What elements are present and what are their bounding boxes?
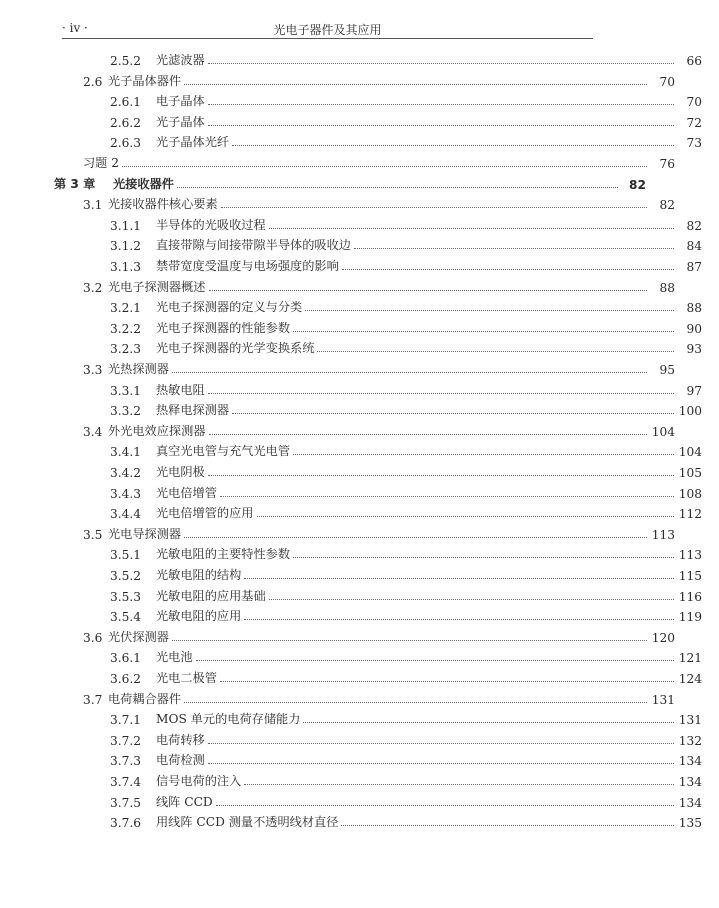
toc-entry-number: 第 3 章 bbox=[54, 176, 96, 191]
toc-entry-title: 电荷耦合器件 bbox=[108, 691, 182, 706]
running-header bbox=[62, 18, 593, 39]
dot-leader bbox=[172, 372, 647, 373]
toc-entry-sub[interactable] bbox=[0, 501, 719, 521]
toc-entry-title: 光滤波器 bbox=[156, 53, 205, 67]
dot-leader bbox=[184, 537, 647, 538]
toc-entry-page: 82 bbox=[686, 218, 702, 233]
dot-leader bbox=[220, 681, 674, 682]
toc-entry-title: 真空光电管与充气光电管 bbox=[156, 444, 291, 459]
toc-entry-title: 光热探测器 bbox=[108, 362, 169, 376]
dot-leader bbox=[216, 805, 674, 806]
toc-entry-title: 线阵 CCD bbox=[156, 794, 213, 809]
toc-entry-number: 3.5 bbox=[83, 527, 103, 542]
toc-entry-sub[interactable] bbox=[0, 810, 719, 830]
toc-entry-number: 2.6.3 bbox=[110, 136, 142, 151]
toc-entry-title: 禁带宽度受温度与电场强度的影响 bbox=[156, 259, 339, 273]
toc-entry-title: 光电二极管 bbox=[156, 671, 217, 685]
toc-entry-page: 100 bbox=[678, 404, 702, 419]
dot-leader bbox=[244, 784, 674, 785]
toc-entry-number: 3.4.1 bbox=[110, 445, 142, 460]
toc-entry-sub[interactable] bbox=[0, 439, 719, 459]
toc-entry-section[interactable] bbox=[0, 69, 692, 89]
toc-entry-page: 97 bbox=[686, 383, 702, 398]
toc-entry-sub[interactable] bbox=[0, 666, 719, 686]
toc-entry-number: 3.5.3 bbox=[110, 589, 142, 604]
toc-entry-number: 3.2 bbox=[83, 280, 103, 295]
toc-entry-title: 光子晶体器件 bbox=[108, 73, 182, 88]
toc-entry-sub[interactable] bbox=[0, 233, 719, 253]
dot-leader bbox=[244, 578, 674, 579]
toc-entry-title: 光电阴极 bbox=[156, 465, 205, 479]
dot-leader bbox=[208, 125, 674, 126]
toc-entry-section[interactable] bbox=[0, 275, 692, 295]
toc-entry-page: 132 bbox=[678, 733, 702, 748]
toc-entry-number: 2.6 bbox=[83, 74, 103, 89]
toc-entry-page: 82 bbox=[629, 177, 646, 192]
toc-entry-page: 131 bbox=[651, 692, 675, 707]
toc-entry-number: 3.4.4 bbox=[110, 507, 142, 522]
toc-entry-page: 134 bbox=[678, 795, 702, 810]
toc-entry-number: 3.7.4 bbox=[110, 775, 142, 789]
toc-entry-number: 3.5.1 bbox=[110, 548, 142, 563]
toc-entry-page: 104 bbox=[678, 445, 702, 460]
toc-entry-title: 外光电效应探测器 bbox=[108, 423, 206, 438]
toc-entry-section[interactable] bbox=[0, 357, 692, 377]
toc-entry-page: 113 bbox=[651, 527, 675, 542]
toc-entry-section[interactable] bbox=[0, 522, 692, 542]
dot-leader bbox=[208, 475, 674, 476]
toc-entry-page: 76 bbox=[659, 157, 675, 171]
toc-entry-sub[interactable] bbox=[0, 295, 719, 315]
dot-leader bbox=[122, 166, 647, 167]
toc-entry-page: 135 bbox=[678, 816, 702, 831]
toc-entry-sub[interactable] bbox=[0, 460, 719, 480]
toc-entry-title: 光敏电阻的应用基础 bbox=[156, 588, 266, 603]
toc-entry-title: 热敏电阻 bbox=[156, 382, 205, 397]
dot-leader bbox=[257, 516, 675, 517]
toc-entry-number: 3.1.3 bbox=[110, 260, 142, 274]
dot-leader bbox=[342, 269, 674, 270]
toc-entry-sub[interactable] bbox=[0, 728, 719, 748]
toc-entry-title: 光电子探测器的光学变换系统 bbox=[156, 341, 315, 356]
toc-entry-sub[interactable] bbox=[0, 316, 719, 336]
toc-entry-number: 3.2.1 bbox=[110, 301, 142, 316]
dot-leader bbox=[208, 63, 674, 64]
toc-entry-number: 3.7 bbox=[83, 692, 103, 707]
toc-entry-title: 热释电探测器 bbox=[156, 403, 230, 418]
toc-entry-page: 82 bbox=[659, 198, 675, 213]
toc-entry-sub[interactable] bbox=[0, 563, 719, 583]
dot-leader bbox=[208, 763, 674, 764]
toc-entry-title: 光敏电阻的结构 bbox=[156, 568, 242, 582]
toc-entry-page: 66 bbox=[686, 54, 702, 68]
toc-entry-number: 3.7.3 bbox=[110, 754, 142, 769]
toc-entry-title: 信号电荷的注入 bbox=[156, 774, 242, 788]
toc-entry-sub[interactable] bbox=[0, 89, 719, 109]
toc-entry-number: 2.6.2 bbox=[110, 115, 142, 130]
toc-entry-sub[interactable] bbox=[0, 398, 719, 418]
dot-leader bbox=[305, 310, 674, 311]
dot-leader bbox=[184, 702, 647, 703]
toc-entry-exercise[interactable] bbox=[0, 151, 692, 171]
toc-entry-title: 光电导探测器 bbox=[108, 526, 182, 541]
toc-entry-number: 3.1 bbox=[83, 198, 103, 213]
toc-entry-number: 3.7.2 bbox=[110, 733, 142, 748]
toc-entry-page: 119 bbox=[678, 610, 702, 625]
toc-entry-sub[interactable] bbox=[0, 48, 719, 68]
toc-entry-title: 电子晶体 bbox=[156, 94, 205, 109]
toc-entry-title: 光敏电阻的应用 bbox=[156, 609, 242, 624]
toc-entry-sub[interactable] bbox=[0, 748, 719, 768]
page-number: · iv · bbox=[62, 21, 88, 35]
dot-leader bbox=[209, 290, 648, 291]
toc-entry-page: 134 bbox=[678, 754, 702, 769]
toc-entry-number: 2.6.1 bbox=[110, 95, 142, 110]
toc-entry-chapter[interactable] bbox=[0, 172, 663, 192]
toc-entry-page: 121 bbox=[678, 651, 702, 666]
toc-entry-title: 电荷转移 bbox=[156, 732, 205, 747]
dot-leader bbox=[303, 722, 674, 723]
toc-entry-title: 用线阵 CCD 测量不透明线材直径 bbox=[156, 815, 339, 830]
dot-leader bbox=[269, 599, 674, 600]
toc-entry-title: 光子晶体 bbox=[156, 114, 205, 129]
toc-entry-page: 70 bbox=[659, 74, 675, 89]
dot-leader bbox=[317, 351, 674, 352]
dot-leader bbox=[208, 743, 674, 744]
toc-entry-sub[interactable] bbox=[0, 790, 719, 810]
toc-entry-sub[interactable] bbox=[0, 707, 719, 727]
toc-entry-number: 3.4.2 bbox=[110, 466, 142, 480]
toc-entry-number: 3.7.5 bbox=[110, 795, 142, 810]
toc-entry-number: 3.7.1 bbox=[110, 713, 142, 728]
toc-entry-page: 105 bbox=[678, 466, 702, 480]
toc-entry-number: 3.2.2 bbox=[110, 321, 142, 336]
dot-leader bbox=[220, 496, 674, 497]
dot-leader bbox=[221, 207, 647, 208]
toc-entry-number: 3.5.2 bbox=[110, 569, 142, 583]
toc-entry-number: 3.5.4 bbox=[110, 610, 142, 625]
toc-entry-title: 直接带隙与间接带隙半导体的吸收边 bbox=[156, 238, 351, 253]
toc-entry-number: 3.4.3 bbox=[110, 486, 142, 501]
toc-entry-page: 115 bbox=[678, 569, 702, 583]
toc-entry-sub[interactable] bbox=[0, 604, 719, 624]
toc-entry-page: 108 bbox=[678, 486, 702, 501]
toc-entry-title: 光伏探测器 bbox=[108, 629, 169, 644]
toc-entry-section[interactable] bbox=[0, 192, 692, 212]
toc-entry-sub[interactable] bbox=[0, 481, 719, 501]
toc-entry-page: 88 bbox=[686, 301, 702, 316]
toc-entry-title: 光电子探测器概述 bbox=[108, 279, 206, 294]
dot-leader bbox=[293, 557, 674, 558]
toc-entry-title: 光电池 bbox=[156, 650, 193, 665]
toc-entry-title: 光电倍增管的应用 bbox=[156, 506, 254, 521]
toc-entry-page: 113 bbox=[678, 548, 702, 563]
toc-entry-title: 半导体的光吸收过程 bbox=[156, 217, 266, 232]
toc-entry-title: 光电倍增管 bbox=[156, 485, 217, 500]
toc-entry-title: 光电子探测器的定义与分类 bbox=[156, 300, 303, 315]
toc-entry-number: 3.3 bbox=[83, 363, 103, 377]
toc-entry-number: 3.6.2 bbox=[110, 672, 142, 686]
toc-entry-title: 光敏电阻的主要特性参数 bbox=[156, 547, 291, 562]
toc-entry-section[interactable] bbox=[0, 419, 692, 439]
dot-leader bbox=[196, 660, 674, 661]
toc-entry-page: 124 bbox=[678, 672, 702, 686]
dot-leader bbox=[232, 145, 674, 146]
toc-entry-title: 光子晶体光纤 bbox=[156, 135, 230, 150]
toc-entry-title: 电荷检测 bbox=[156, 753, 205, 768]
toc-entry-sub[interactable] bbox=[0, 378, 719, 398]
toc-entry-number: 3.6.1 bbox=[110, 651, 142, 666]
toc-entry-number: 3.2.3 bbox=[110, 342, 142, 357]
toc-entry-sub[interactable] bbox=[0, 254, 719, 274]
toc-entry-number: 3.1.2 bbox=[110, 239, 142, 254]
dot-leader bbox=[354, 248, 674, 249]
dot-leader bbox=[244, 619, 674, 620]
dot-leader bbox=[293, 331, 674, 332]
toc-entry-number: 3.1.1 bbox=[110, 218, 142, 233]
toc-entry-page: 95 bbox=[659, 363, 675, 377]
toc-entry-number: 3.6 bbox=[83, 630, 103, 645]
toc-entry-sub[interactable] bbox=[0, 213, 719, 233]
toc-entry-sub[interactable] bbox=[0, 110, 719, 130]
toc-entry-page: 120 bbox=[651, 630, 675, 645]
dot-leader bbox=[293, 454, 674, 455]
dot-leader bbox=[269, 228, 674, 229]
dot-leader bbox=[177, 187, 618, 188]
toc-entry-page: 90 bbox=[686, 321, 702, 336]
toc-entry-page: 131 bbox=[678, 713, 702, 728]
book-title: 光电子器件及其应用 bbox=[273, 23, 382, 37]
toc-entry-number: 3.3.2 bbox=[110, 404, 142, 419]
dot-leader bbox=[172, 640, 647, 641]
toc-entry-number: 2.5.2 bbox=[110, 54, 142, 68]
toc-entry-section[interactable] bbox=[0, 625, 692, 645]
toc-entry-title: 光接收器件 bbox=[113, 176, 174, 191]
toc-entry-page: 93 bbox=[686, 342, 702, 357]
toc-entry-section[interactable] bbox=[0, 687, 692, 707]
toc-entry-sub[interactable] bbox=[0, 645, 719, 665]
toc-entry-sub[interactable] bbox=[0, 584, 719, 604]
dot-leader bbox=[232, 413, 674, 414]
toc-entry-title: 光接收器件核心要素 bbox=[108, 197, 218, 212]
toc-entry-page: 70 bbox=[686, 95, 702, 110]
dot-leader bbox=[184, 84, 647, 85]
toc-entry-title: MOS 单元的电荷存储能力 bbox=[156, 712, 301, 727]
toc-entry-page: 84 bbox=[686, 239, 702, 254]
toc-entry-number: 3.3.1 bbox=[110, 383, 142, 398]
toc-entry-number: 3.4 bbox=[83, 424, 103, 439]
dot-leader bbox=[209, 434, 648, 435]
toc-entry-page: 87 bbox=[686, 260, 702, 274]
toc-entry-sub[interactable] bbox=[0, 769, 719, 789]
toc-entry-title: 光电子探测器的性能参数 bbox=[156, 320, 291, 335]
toc-entry-page: 72 bbox=[686, 115, 702, 130]
dot-leader bbox=[208, 104, 674, 105]
toc-entry-page: 134 bbox=[678, 775, 702, 789]
toc-entry-sub[interactable] bbox=[0, 336, 719, 356]
dot-leader bbox=[341, 825, 674, 826]
toc-entry-page: 104 bbox=[651, 424, 675, 439]
toc-entry-title: 习题 2 bbox=[83, 156, 120, 170]
toc-entry-page: 73 bbox=[686, 136, 702, 151]
dot-leader bbox=[208, 393, 674, 394]
toc-entry-number: 3.7.6 bbox=[110, 816, 142, 831]
toc-entry-page: 88 bbox=[659, 280, 675, 295]
toc-entry-page: 112 bbox=[678, 507, 702, 522]
toc-entry-page: 116 bbox=[678, 589, 702, 604]
toc-entry-sub[interactable] bbox=[0, 542, 719, 562]
toc-entry-sub[interactable] bbox=[0, 130, 719, 150]
